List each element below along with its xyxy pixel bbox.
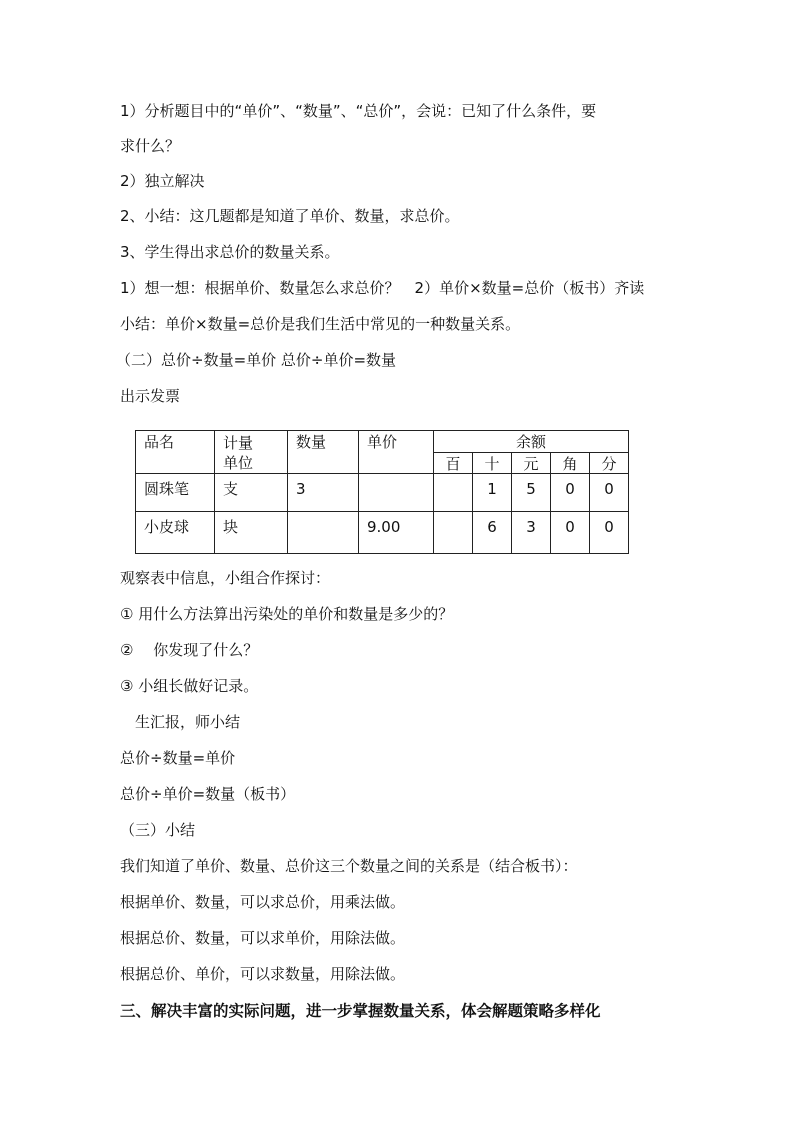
- text-line: 2）独立解决: [120, 172, 205, 190]
- section-heading: （三）小结: [120, 821, 196, 839]
- text-line: ① 用什么方法算出污染处的单价和数量是多少的？: [120, 605, 454, 623]
- cell-digit: 1: [473, 474, 512, 512]
- cell-digit: 5: [512, 474, 551, 512]
- header-digit: 角: [551, 452, 590, 474]
- header-price: 单价: [359, 431, 434, 474]
- text-line: 根据总价、数量，可以求单价，用除法做。: [120, 929, 406, 947]
- text-line: 求什么？: [120, 137, 181, 155]
- text-line: 2、小结：这几题都是知道了单价、数量，求总价。: [120, 207, 460, 225]
- header-digit: 元: [512, 452, 551, 474]
- text-line: 3、学生得出求总价的数量关系。: [120, 243, 340, 261]
- text-line: 出示发票: [120, 387, 181, 405]
- cell-qty: [288, 512, 359, 554]
- header-qty: 数量: [288, 431, 359, 474]
- cell-digit: 0: [590, 474, 629, 512]
- cell-digit: [434, 474, 473, 512]
- header-digit: 百: [434, 452, 473, 474]
- cell-price: 9.00: [359, 512, 434, 554]
- table-row: [136, 474, 629, 512]
- header-unit: 计量单位: [215, 431, 288, 474]
- text-line: 根据单价、数量，可以求总价，用乘法做。: [120, 893, 406, 911]
- invoice-table: [135, 430, 629, 554]
- section-heading: 三、解决丰富的实际问题，进一步掌握数量关系，体会解题策略多样化: [120, 1001, 601, 1020]
- text-line: 1）想一想：根据单价、数量怎么求总价？ 2）单价×数量=总价（板书）齐读: [120, 279, 645, 297]
- text-line: 生汇报，师小结: [120, 713, 241, 731]
- header-amount: 余额: [434, 431, 629, 453]
- cell-name: 圆珠笔: [136, 474, 215, 512]
- cell-digit: 3: [512, 512, 551, 554]
- cell-name: 小皮球: [136, 512, 215, 554]
- cell-digit: 6: [473, 512, 512, 554]
- header-digit: 十: [473, 452, 512, 474]
- table-row: [136, 512, 629, 554]
- cell-qty: 3: [288, 474, 359, 512]
- text-line: 观察表中信息，小组合作探讨：: [120, 569, 331, 587]
- text-line: 小结：单价×数量=总价是我们生活中常见的一种数量关系。: [120, 315, 521, 333]
- text-line: 1）分析题目中的“单价”、“数量”、“总价”，会说：已知了什么条件，要: [120, 102, 597, 120]
- header-digit: 分: [590, 452, 629, 474]
- text-line: ③ 小组长做好记录。: [120, 677, 259, 695]
- text-line: 总价÷数量=单价: [120, 749, 236, 767]
- cell-digit: 0: [551, 474, 590, 512]
- text-line: 我们知道了单价、数量、总价这三个数量之间的关系是（结合板书）：: [120, 857, 578, 875]
- cell-digit: 0: [551, 512, 590, 554]
- text-line: ② 你发现了什么？: [120, 641, 259, 659]
- text-line: 根据总价、单价，可以求数量，用除法做。: [120, 965, 406, 983]
- cell-price: [359, 474, 434, 512]
- cell-digit: [434, 512, 473, 554]
- header-name: 品名: [136, 431, 215, 474]
- text-line: 总价÷单价=数量（板书）: [120, 785, 296, 803]
- cell-unit: 支: [215, 474, 288, 512]
- cell-digit: 0: [590, 512, 629, 554]
- cell-unit: 块: [215, 512, 288, 554]
- section-heading: （二）总价÷数量=单价 总价÷单价=数量: [116, 351, 397, 369]
